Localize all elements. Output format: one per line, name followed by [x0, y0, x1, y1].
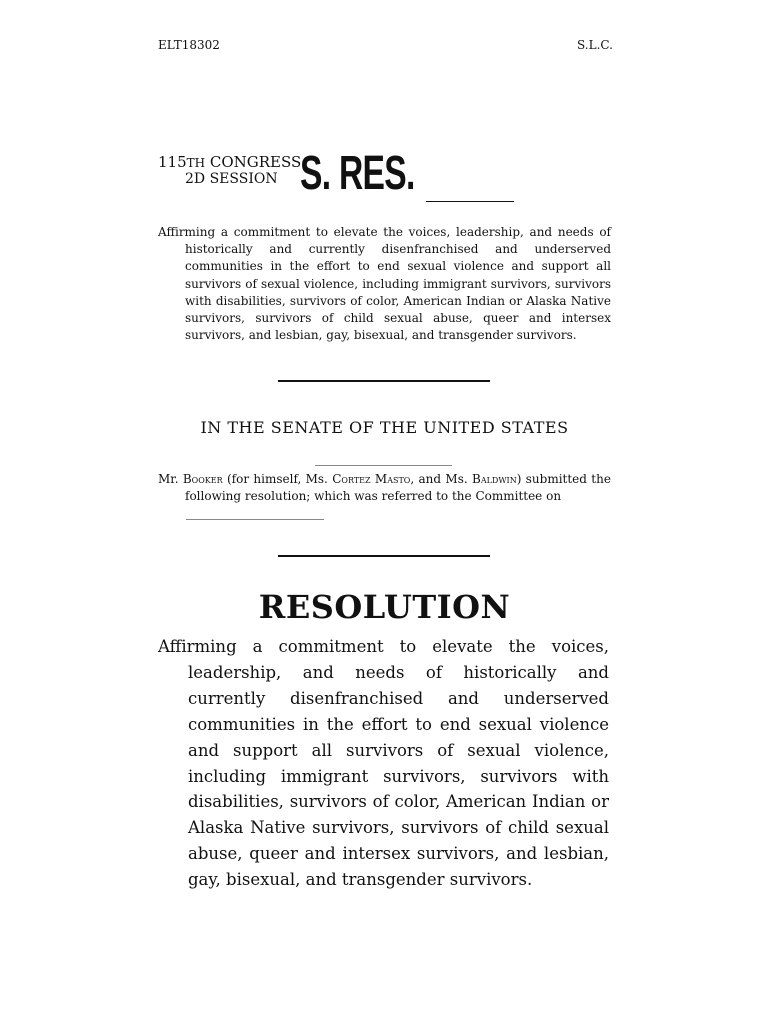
- session-label: 2D SESSION: [185, 171, 278, 187]
- congress-word: CONGRESS: [205, 153, 302, 171]
- sponsor-name-booker: Booker: [182, 472, 223, 486]
- congress-number: 115: [158, 153, 187, 171]
- sponsor-text: ) submitted the following resolution; which was referred to the Committee on: [185, 472, 611, 504]
- document-id: ELT18302: [158, 38, 220, 52]
- sponsor-name-baldwin: Baldwin: [472, 472, 517, 486]
- sponsor-text: , and Ms.: [410, 472, 473, 486]
- office-code: S.L.C.: [577, 38, 613, 52]
- divider: [278, 555, 490, 557]
- committee-blank: [186, 519, 324, 520]
- resolution-type: S. RES.: [300, 147, 415, 200]
- chamber-heading: IN THE SENATE OF THE UNITED STATES: [200, 418, 569, 437]
- resolution-body: Affirming a commitment to elevate the voices, leadership, and needs of historically and currently disenfranchised and underserved communities in the effort to end sexual violence and support all survivors of sexual violence, including immigrant survivors, survivors with disabilities, survivors of color, American Indian or Alaska Native survivors, survivors of child sexual abuse, queer and intersex survivors, and lesbian, gay, bisexual, and transgender survivors.: [158, 637, 609, 890]
- congress-label: [158, 154, 301, 172]
- congress-suffix: TH: [186, 156, 206, 170]
- resolution-number-blank: [426, 201, 514, 202]
- sponsor-name-cortez-masto: Cortez Masto: [332, 472, 411, 486]
- sponsor-title: Mr.: [158, 472, 183, 486]
- summary-text: Affirming a commitment to elevate the voices, leadership, and needs of historically and currently disenfranchised and underserved communities in the effort to end sexual violence and support all survivors of sexual violence, including immigrant survivors, survivors with disabilities, survivors of color, American Indian or Alaska Native survivors, survivors of child sexual abuse, queer and intersex survivors, and lesbian, gay, bisexual, and transgender survivors.: [158, 225, 611, 343]
- sponsors-statement: [158, 471, 611, 505]
- divider: [278, 380, 490, 382]
- sponsor-text: (for himself, Ms.: [222, 472, 333, 486]
- date-blank: [315, 465, 452, 466]
- resolution-heading: RESOLUTION: [258, 588, 511, 626]
